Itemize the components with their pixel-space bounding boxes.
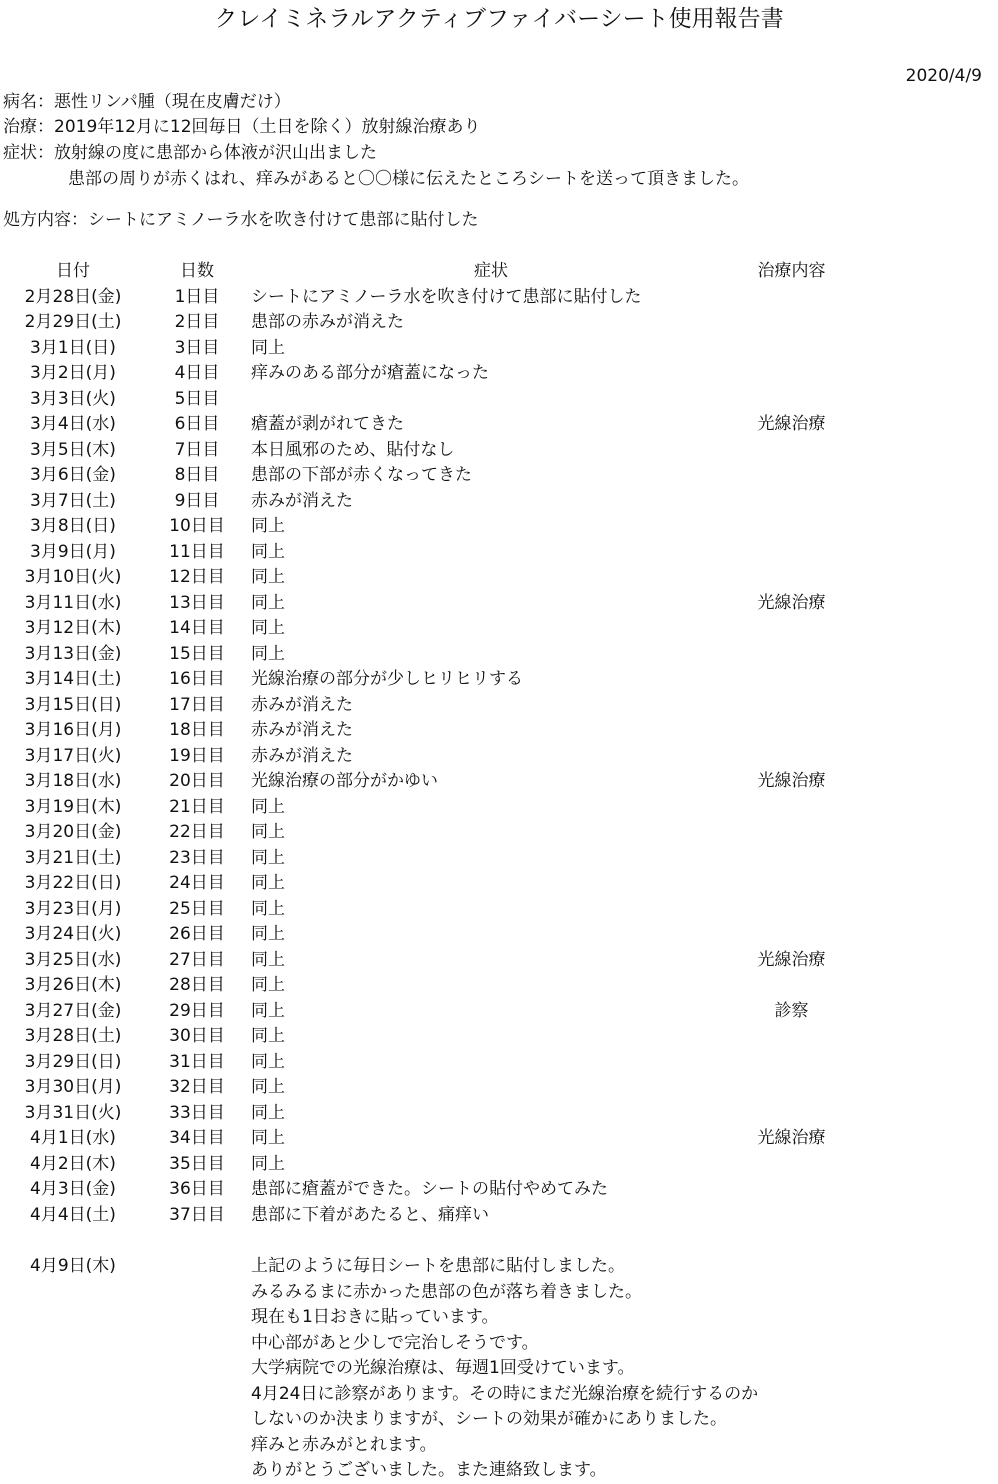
symptom-line: 症状：放射線の度に患部から体液が沢山出ました xyxy=(3,143,377,163)
row-date: 3月18日(水) xyxy=(24,771,122,791)
row-symptom: 光線治療の部分が少しヒリヒリする xyxy=(251,669,523,689)
row-days: 33日目 xyxy=(169,1102,225,1123)
closing-line: 4月24日に診察があります。その時にまだ光線治療を続行するのか xyxy=(251,1383,759,1404)
table-row xyxy=(0,1203,998,1229)
row-date: 3月30日(月) xyxy=(24,1077,122,1097)
row-symptom: 同上 xyxy=(251,822,285,842)
closing-line: ありがとうございました。また連絡致します。 xyxy=(251,1460,607,1480)
row-symptom: 赤みが消えた xyxy=(251,720,353,740)
prescription-line: 処方内容：シートにアミノーラ水を吹き付けて患部に貼付した xyxy=(3,210,479,230)
table-row xyxy=(0,1024,998,1050)
row-date: 3月27日(金) xyxy=(24,1000,122,1021)
row-date: 3月8日(日) xyxy=(30,516,116,536)
row-symptom: 赤みが消えた xyxy=(251,490,353,511)
row-days: 7日目 xyxy=(174,439,220,460)
row-symptom: シートにアミノーラ水を吹き付けて患部に貼付した xyxy=(251,286,642,307)
row-date: 4月1日(水) xyxy=(30,1128,116,1148)
header-days: 日数 xyxy=(180,261,214,281)
row-symptom: 患部に瘡蓋ができた。シートの貼付やめてみた xyxy=(251,1179,608,1199)
table-row xyxy=(0,999,998,1025)
row-date: 3月2日(月) xyxy=(30,363,116,383)
row-date: 3月14日(土) xyxy=(24,669,122,689)
row-symptom: 同上 xyxy=(251,898,285,919)
row-date: 3月15日(日) xyxy=(24,694,122,715)
table-row xyxy=(0,897,998,923)
row-date: 3月19日(木) xyxy=(24,796,122,817)
row-symptom: 患部に下着があたると、痛痒い xyxy=(251,1204,489,1225)
row-days: 36日目 xyxy=(169,1179,225,1199)
row-date: 3月12日(木) xyxy=(24,618,122,638)
row-days: 6日目 xyxy=(174,414,220,434)
table-row xyxy=(0,948,998,974)
row-symptom: 同上 xyxy=(251,1051,285,1072)
row-days: 12日目 xyxy=(169,567,225,587)
closing-text xyxy=(251,1254,758,1484)
row-date: 3月11日(水) xyxy=(24,592,122,613)
row-symptom: 同上 xyxy=(251,1102,285,1123)
treatment-line: 治療：2019年12月に12回毎日（土日を除く）放射線治療あり xyxy=(3,117,481,137)
row-treatment: 診察 xyxy=(774,1000,809,1021)
row-symptom: 本日風邪のため、貼付なし xyxy=(251,439,455,460)
row-date: 3月25日(水) xyxy=(24,949,122,970)
row-symptom: 同上 xyxy=(251,541,285,562)
row-date: 2月28日(金) xyxy=(24,286,122,307)
header-date: 日付 xyxy=(56,261,90,281)
row-days: 27日目 xyxy=(169,949,225,970)
row-date: 3月21日(土) xyxy=(24,847,122,868)
row-date: 3月31日(火) xyxy=(24,1102,122,1123)
row-treatment: 光線治療 xyxy=(757,771,826,791)
row-date: 3月5日(木) xyxy=(30,439,116,460)
row-date: 3月7日(土) xyxy=(30,490,116,511)
row-treatment: 光線治療 xyxy=(757,1128,826,1148)
symptom-detail-line: 患部の周りが赤くはれ、痒みがあると〇〇様に伝えたところシートを送って頂きました。 xyxy=(68,169,750,189)
row-days: 17日目 xyxy=(169,694,225,715)
table-row xyxy=(0,616,998,642)
closing-line: みるみるまに赤かった患部の色が落ち着きました。 xyxy=(251,1281,642,1302)
row-symptom: 赤みが消えた xyxy=(251,694,353,715)
row-days: 13日目 xyxy=(169,592,225,613)
row-symptom: 同上 xyxy=(251,1077,285,1097)
row-days: 9日目 xyxy=(174,490,220,511)
row-date: 4月2日(木) xyxy=(30,1153,116,1174)
row-days: 2日目 xyxy=(174,312,220,332)
table-row xyxy=(0,846,998,872)
row-symptom: 光線治療の部分がかゆい xyxy=(251,771,438,791)
row-treatment: 光線治療 xyxy=(757,414,826,434)
row-date: 3月28日(土) xyxy=(24,1026,122,1046)
row-treatment: 光線治療 xyxy=(757,592,826,613)
row-days: 35日目 xyxy=(169,1153,225,1174)
row-days: 21日目 xyxy=(169,796,225,817)
table-row xyxy=(0,565,998,591)
table-row xyxy=(0,769,998,795)
row-days: 34日目 xyxy=(169,1128,225,1148)
row-date: 2月29日(土) xyxy=(24,312,122,332)
table-row xyxy=(0,1126,998,1152)
header-symptom: 症状 xyxy=(474,261,508,281)
table-row xyxy=(0,361,998,387)
row-days: 18日目 xyxy=(169,720,225,740)
closing-line: 中心部があと少しで完治しそうです。 xyxy=(251,1332,539,1353)
row-treatment: 光線治療 xyxy=(757,949,826,970)
row-date: 4月3日(金) xyxy=(30,1179,116,1199)
row-days: 29日目 xyxy=(169,1000,225,1021)
row-symptom: 同上 xyxy=(251,1000,285,1021)
row-days: 28日目 xyxy=(169,975,225,995)
row-days: 1日目 xyxy=(174,286,220,307)
table-row xyxy=(0,1177,998,1203)
table-row xyxy=(0,489,998,515)
row-days: 37日目 xyxy=(169,1204,225,1225)
table-row xyxy=(0,718,998,744)
row-days: 31日目 xyxy=(169,1051,225,1072)
row-days: 22日目 xyxy=(169,822,225,842)
row-date: 3月20日(金) xyxy=(24,822,122,842)
row-symptom: 同上 xyxy=(251,516,285,536)
row-days: 20日目 xyxy=(169,771,225,791)
row-date: 3月6日(金) xyxy=(30,465,116,485)
row-symptom: 同上 xyxy=(251,975,285,995)
row-date: 3月24日(火) xyxy=(24,924,122,944)
row-date: 3月13日(金) xyxy=(24,643,122,664)
row-symptom: 同上 xyxy=(251,592,285,613)
closing-line: 現在も1日おきに貼っています。 xyxy=(251,1307,499,1327)
row-symptom: 同上 xyxy=(251,873,285,893)
row-symptom: 同上 xyxy=(251,337,285,358)
row-symptom: 同上 xyxy=(251,643,285,664)
table-row xyxy=(0,387,998,413)
row-date: 4月4日(土) xyxy=(30,1204,116,1225)
closing-line: 上記のように毎日シートを患部に貼付しました。 xyxy=(251,1256,625,1276)
table-row xyxy=(0,973,998,999)
table-row xyxy=(0,336,998,362)
row-date: 3月3日(火) xyxy=(30,388,116,409)
row-symptom: 痒みのある部分が瘡蓋になった xyxy=(251,363,489,383)
table-row xyxy=(0,667,998,693)
row-days: 23日目 xyxy=(169,847,225,868)
row-symptom: 同上 xyxy=(251,567,285,587)
table-row xyxy=(0,310,998,336)
row-days: 4日目 xyxy=(174,363,220,383)
row-date: 3月29日(日) xyxy=(24,1051,122,1072)
table-header xyxy=(0,259,998,285)
row-symptom: 同上 xyxy=(251,1128,285,1148)
table-row xyxy=(0,795,998,821)
row-days: 25日目 xyxy=(169,898,225,919)
closing-date: 4月9日(木) xyxy=(30,1256,116,1276)
table-row xyxy=(0,744,998,770)
row-date: 3月26日(木) xyxy=(24,975,122,995)
row-date: 3月10日(火) xyxy=(24,567,122,587)
table-row xyxy=(0,514,998,540)
header-treatment: 治療内容 xyxy=(757,261,826,281)
report-date: 2020/4/9 xyxy=(905,66,982,86)
row-days: 26日目 xyxy=(169,924,225,944)
row-date: 3月16日(月) xyxy=(24,720,122,740)
row-days: 32日目 xyxy=(169,1077,225,1097)
page-title: クレイミネラルアクティブファイバーシート使用報告書 xyxy=(214,6,784,32)
table-row xyxy=(0,1152,998,1178)
table-row xyxy=(0,693,998,719)
row-days: 14日目 xyxy=(169,618,225,638)
row-days: 16日目 xyxy=(169,669,225,689)
table-row xyxy=(0,438,998,464)
table-row xyxy=(0,1050,998,1076)
row-days: 11日目 xyxy=(169,541,225,562)
row-symptom: 患部の赤みが消えた xyxy=(251,312,404,332)
table-row xyxy=(0,463,998,489)
disease-line: 病名：悪性リンパ腫（現在皮膚だけ） xyxy=(3,92,291,112)
table-row xyxy=(0,1075,998,1101)
row-days: 24日目 xyxy=(169,873,225,893)
table-row xyxy=(0,1101,998,1127)
row-symptom: 同上 xyxy=(251,618,285,638)
table-row xyxy=(0,591,998,617)
row-date: 3月22日(日) xyxy=(24,873,122,893)
closing-line: 大学病院での光線治療は、毎週1回受けています。 xyxy=(251,1358,635,1378)
row-date: 3月17日(火) xyxy=(24,745,122,766)
row-date: 3月4日(水) xyxy=(30,414,116,434)
row-days: 15日目 xyxy=(169,643,225,664)
row-date: 3月23日(月) xyxy=(24,898,122,919)
table-row xyxy=(0,871,998,897)
row-symptom: 赤みが消えた xyxy=(251,745,353,766)
row-days: 8日目 xyxy=(174,465,220,485)
table-row xyxy=(0,285,998,311)
table-row xyxy=(0,540,998,566)
row-date: 3月9日(月) xyxy=(30,541,116,562)
row-symptom: 同上 xyxy=(251,949,285,970)
row-symptom: 同上 xyxy=(251,924,285,944)
row-date: 3月1日(日) xyxy=(30,337,116,358)
table-row xyxy=(0,922,998,948)
row-symptom: 同上 xyxy=(251,796,285,817)
row-symptom: 同上 xyxy=(251,1153,285,1174)
row-days: 10日目 xyxy=(169,516,225,536)
table-row xyxy=(0,412,998,438)
row-days: 19日目 xyxy=(169,745,225,766)
row-days: 30日目 xyxy=(169,1026,225,1046)
closing-line: しないのか決まりますが、シートの効果が確かにありました。 xyxy=(251,1409,727,1429)
table-row xyxy=(0,820,998,846)
table-row xyxy=(0,642,998,668)
closing-line: 痒みと赤みがとれます。 xyxy=(251,1434,437,1455)
row-symptom: 患部の下部が赤くなってきた xyxy=(251,465,472,485)
row-days: 3日目 xyxy=(174,337,220,358)
row-symptom: 瘡蓋が剥がれてきた xyxy=(251,414,404,434)
row-symptom: 同上 xyxy=(251,847,285,868)
row-symptom: 同上 xyxy=(251,1026,285,1046)
row-days: 5日目 xyxy=(174,388,220,409)
